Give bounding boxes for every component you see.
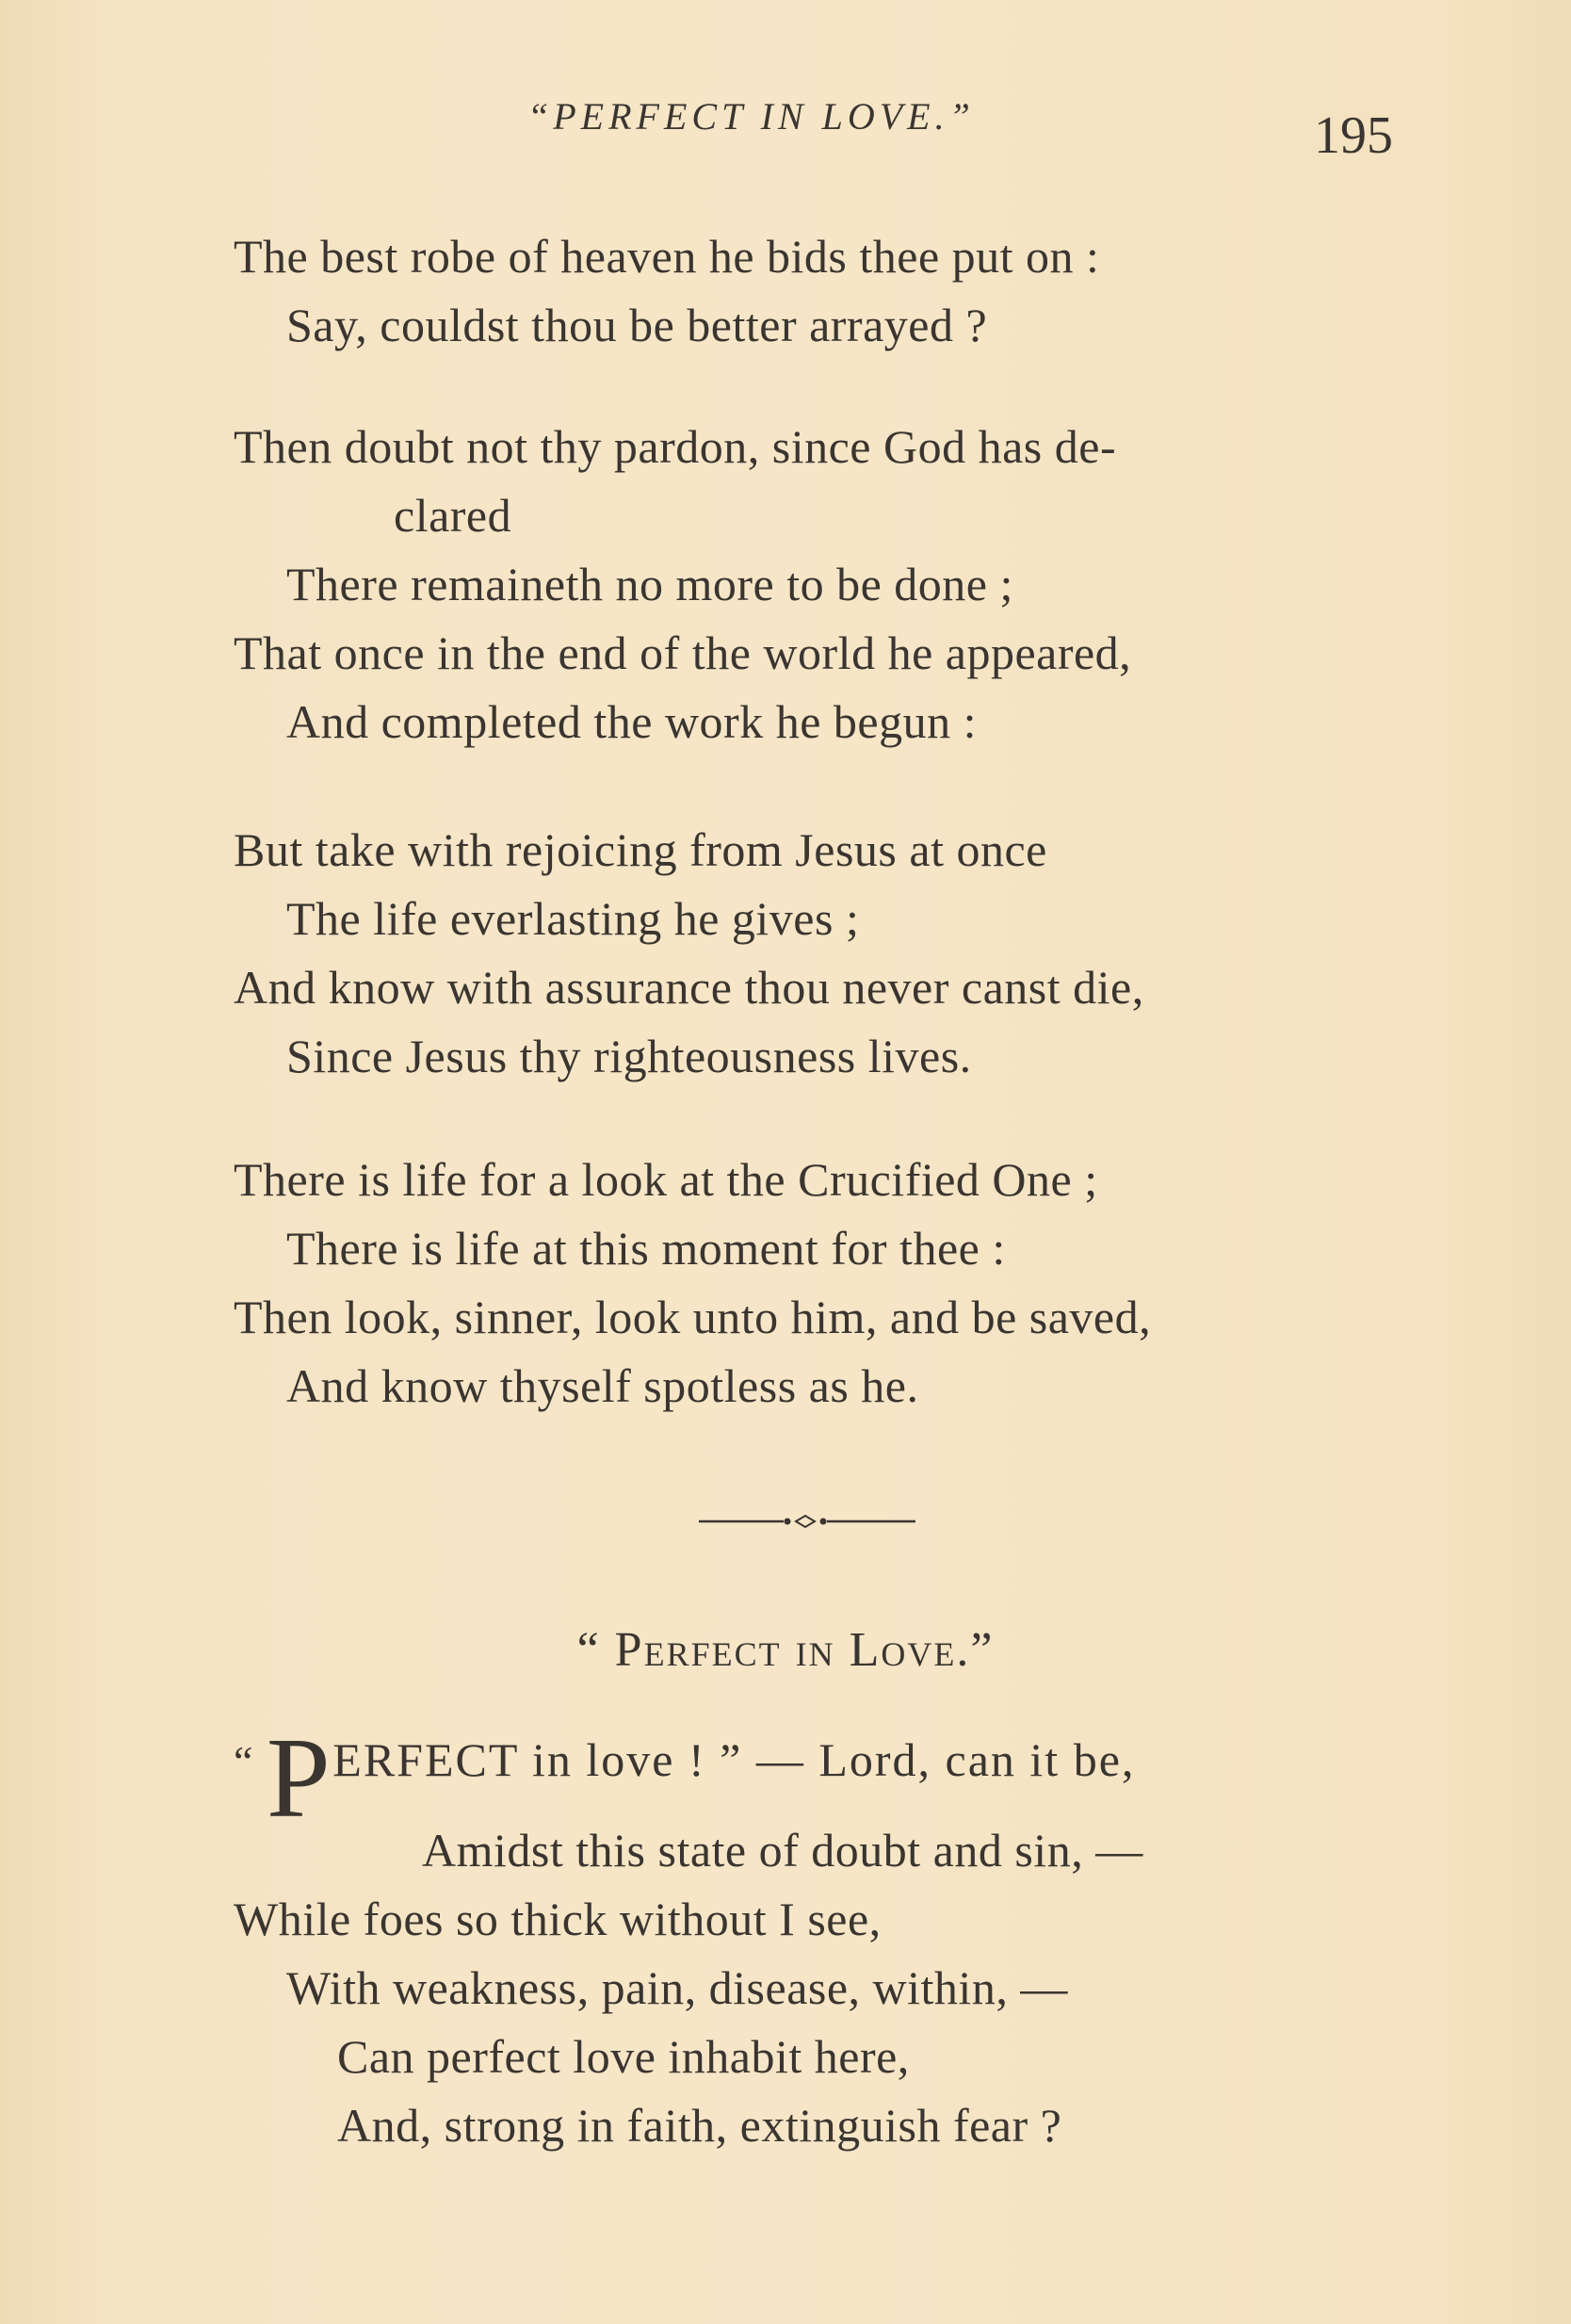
- verse-line: Say, couldst thou be better arrayed ?: [286, 299, 988, 351]
- verse-line: With weakness, pain, disease, within, —: [286, 1961, 1068, 2014]
- page-number: 195: [1314, 106, 1393, 165]
- verse-line: There is life at this moment for thee :: [286, 1222, 1006, 1275]
- poem-title: [0, 1622, 1571, 1678]
- stanza-1: [234, 222, 1420, 360]
- title-open-quote: “: [576, 1623, 615, 1677]
- running-title: “PERFECT IN LOVE.”: [527, 95, 975, 138]
- verse-line: ERFECT in love ! ” — Lord, can it be,: [332, 1733, 1136, 1786]
- title-word: Love.: [849, 1623, 971, 1677]
- verse-line: The best robe of heaven he bids thee put on :: [234, 230, 1100, 283]
- first-verse-line: [234, 1715, 1420, 1842]
- drop-cap: P: [266, 1715, 332, 1842]
- stanza-2: [234, 413, 1420, 756]
- verse-line: While foes so thick without I see,: [234, 1893, 882, 1945]
- verse-line: That once in the end of the world he appeared,: [234, 626, 1132, 679]
- verse-line: And know thyself spotless as he.: [286, 1359, 919, 1412]
- verse-line: There remaineth no more to be done ;: [286, 558, 1013, 610]
- verse-line: Since Jesus thy righteousness lives.: [286, 1030, 972, 1082]
- verse-line: Then doubt not thy pardon, since God has de-: [234, 420, 1117, 473]
- verse-line: And completed the work he begun :: [286, 695, 977, 748]
- title-word: Perfect: [614, 1623, 782, 1677]
- verse-line: The life everlasting he gives ;: [286, 892, 860, 945]
- poem-2: [234, 1715, 1420, 2160]
- verse-line: And know with assurance thou never canst die,: [234, 961, 1144, 1014]
- ornament-divider-icon: [699, 1507, 915, 1536]
- opening-quote: “: [234, 1737, 253, 1785]
- verse-line: Amidst this state of doubt and sin, —: [422, 1824, 1143, 1877]
- verse-line: Then look, sinner, look unto him, and be saved,: [234, 1291, 1152, 1343]
- title-close-quote: ”: [970, 1623, 995, 1677]
- title-word: in: [781, 1623, 850, 1677]
- stanza-3: [234, 816, 1420, 1091]
- verse-line: But take with rejoicing from Jesus at once: [234, 823, 1047, 876]
- verse-line: clared: [394, 489, 512, 542]
- verse-line: There is life for a look at the Crucified One ;: [234, 1153, 1098, 1206]
- verse-line: Can perfect love inhabit here,: [337, 2030, 910, 2083]
- verse-line: And, strong in faith, extinguish fear ?: [337, 2099, 1062, 2152]
- stanza-4: [234, 1146, 1420, 1421]
